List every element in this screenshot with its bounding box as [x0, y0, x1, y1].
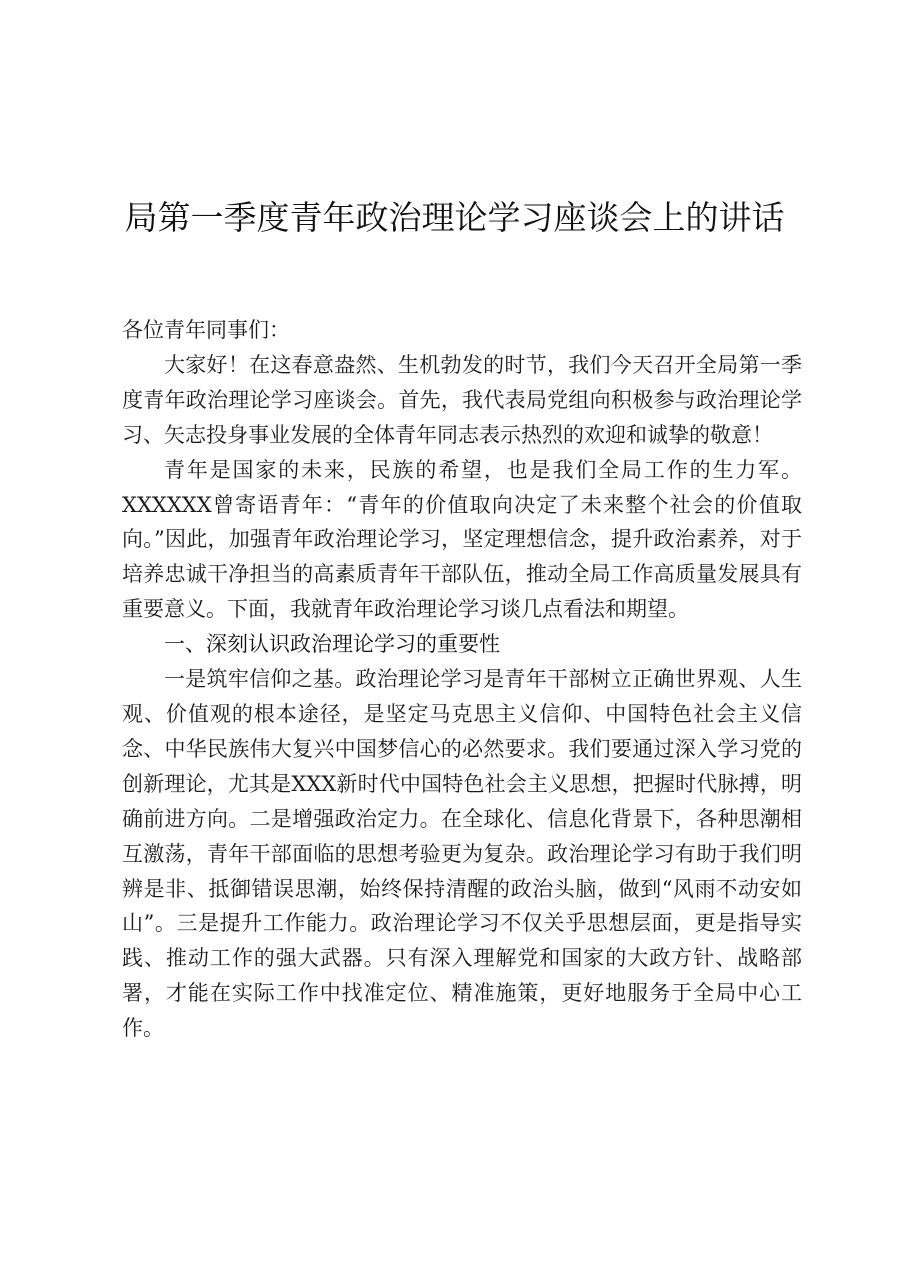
section-paragraph: 一是筑牢信仰之基。政治理论学习是青年干部树立正确世界观、人生观、价值观的根本途径，是坚定马克思主义信仰、中国特色社会主义信念、中华民族伟大复兴中国梦信心的必然要求。我们要通过深入学习党的创新理论，尤其是XXX新时代中国特色社会主义思想，把握时代脉搏，明确前进方向。二是增强政治定力。在全球化、信息化背景下，各种思潮相互激荡，青年干部面临的思想考验更为复杂。政治理论学习有助于我们明辨是非、抵御错误思潮，始终保持清醒的政治头脑，做到“风雨不动安如山”。三是提升工作能力。政治理论学习不仅关乎思想层面，更是指导实践、推动工作的强大武器。只有深入理解党和国家的大政方针、战略部署，才能在实际工作中找准定位、精准施策，更好地服务于全局中心工作。 — [122, 667, 802, 1041]
paragraph-greeting: 大家好！在这春意盎然、生机勃发的时节，我们今天召开全局第一季度青年政治理论学习座谈会。首先，我代表局党组向积极参与政治理论学习、矢志投身事业发展的全体青年同志表示热烈的欢迎和诚挚的敬意！ — [122, 352, 802, 447]
section-heading: 一、深刻认识政治理论学习的重要性 — [164, 632, 500, 657]
paragraph-youth-significance: 青年是国家的未来，民族的希望，也是我们全局工作的生力军。XXXXXX曾寄语青年：“青年的价值取向决定了未来整个社会的价值取向。”因此，加强青年政治理论学习，坚定理想信念，提升政治素养，对于培养忠诚干净担当的高素质青年干部队伍，推动全局工作高质量发展具有重要意义。下面，我就青年政治理论学习谈几点看法和期望。 — [122, 457, 802, 622]
document-title: 局第一季度青年政治理论学习座谈会上的讲话 — [124, 198, 785, 237]
document-body — [122, 313, 802, 1046]
salutation: 各位青年同事们： — [122, 318, 290, 342]
